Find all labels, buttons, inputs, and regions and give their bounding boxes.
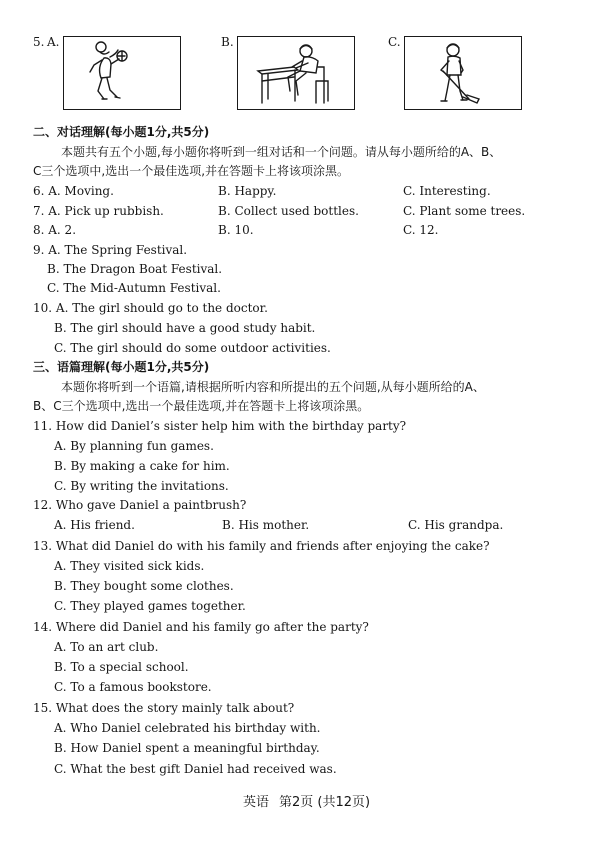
q5-number: 5.	[33, 35, 45, 49]
q14-option-a: A. To an art club.	[54, 640, 159, 654]
q9-option-c: C. The Mid-Autumn Festival.	[47, 281, 221, 295]
q11-question: 11. How did Daniel’s sister help him with the birthday party?	[33, 419, 407, 433]
q8-option-a: 8. A. 2.	[33, 223, 77, 237]
q8-option-c: C. 12.	[403, 223, 439, 237]
section2-instruction-line1: 本题共有五个小题,每小题你将听到一组对话和一个问题。请从每小题所给的A、B、	[61, 145, 502, 159]
footer-subject: 英语	[243, 795, 270, 810]
q10-option-b: B. The girl should have a good study habit.	[54, 321, 316, 335]
q5-option-a-picture	[63, 36, 181, 110]
student-writing-icon	[238, 37, 354, 109]
q11-option-b: B. By making a cake for him.	[54, 459, 230, 473]
q7-option-c: C. Plant some trees.	[403, 204, 526, 218]
q12-option-b: B. His mother.	[222, 518, 310, 532]
q13-option-c: C. They played games together.	[54, 599, 246, 613]
q5-option-c-picture	[404, 36, 522, 110]
q15-option-a: A. Who Daniel celebrated his birthday with.	[54, 721, 321, 735]
q9-option-b: B. The Dragon Boat Festival.	[47, 262, 223, 276]
q5-option-c-letter: C.	[388, 35, 401, 49]
q12-option-c: C. His grandpa.	[408, 518, 504, 532]
q10-option-a: 10. A. The girl should go to the doctor.	[33, 301, 268, 315]
q12-option-a: A. His friend.	[54, 518, 135, 532]
q13-question: 13. What did Daniel do with his family and friends after enjoying the cake?	[33, 539, 490, 553]
q11-option-a: A. By planning fun games.	[54, 439, 214, 453]
section3-title: 三、语篇理解(每小题1分,共5分)	[33, 360, 210, 374]
q15-option-b: B. How Daniel spent a meaningful birthday.	[54, 741, 320, 755]
section3-instruction-line1: 本题你将听到一个语篇,请根据所听内容和所提出的五个问题,从每小题所给的A、	[61, 380, 485, 394]
q14-question: 14. Where did Daniel and his family go after the party?	[33, 620, 369, 634]
q6-option-a: 6. A. Moving.	[33, 184, 114, 198]
q10-option-c: C. The girl should do some outdoor activities.	[54, 341, 331, 355]
footer-page-number: 第2页 (共12页)	[279, 795, 371, 810]
q14-option-c: C. To a famous bookstore.	[54, 680, 212, 694]
section2-instruction-line2: C三个选项中,选出一个最佳选项,并在答题卡上将该项涂黑。	[33, 164, 350, 178]
q5-option-a-letter: A.	[47, 35, 60, 49]
q7-option-a: 7. A. Pick up rubbish.	[33, 204, 164, 218]
q5-option-b-letter: B.	[221, 35, 234, 49]
q6-option-b: B. Happy.	[218, 184, 277, 198]
section3-instruction-line2: B、C三个选项中,选出一个最佳选项,并在答题卡上将该项涂黑。	[33, 399, 370, 413]
q7-option-b: B. Collect used bottles.	[218, 204, 359, 218]
q13-option-a: A. They visited sick kids.	[54, 559, 205, 573]
q12-question: 12. Who gave Daniel a paintbrush?	[33, 498, 247, 512]
q13-option-b: B. They bought some clothes.	[54, 579, 234, 593]
q15-question: 15. What does the story mainly talk about?	[33, 701, 295, 715]
q14-option-b: B. To a special school.	[54, 660, 189, 674]
q8-option-b: B. 10.	[218, 223, 254, 237]
mopping-boy-icon	[405, 37, 521, 109]
section2-title: 二、对话理解(每小题1分,共5分)	[33, 125, 210, 139]
q5-option-b-picture	[237, 36, 355, 110]
q15-option-c: C. What the best gift Daniel had received was.	[54, 762, 337, 776]
basketball-player-icon	[64, 37, 180, 109]
q6-option-c: C. Interesting.	[403, 184, 491, 198]
q11-option-c: C. By writing the invitations.	[54, 479, 229, 493]
q9-option-a: 9. A. The Spring Festival.	[33, 243, 188, 257]
